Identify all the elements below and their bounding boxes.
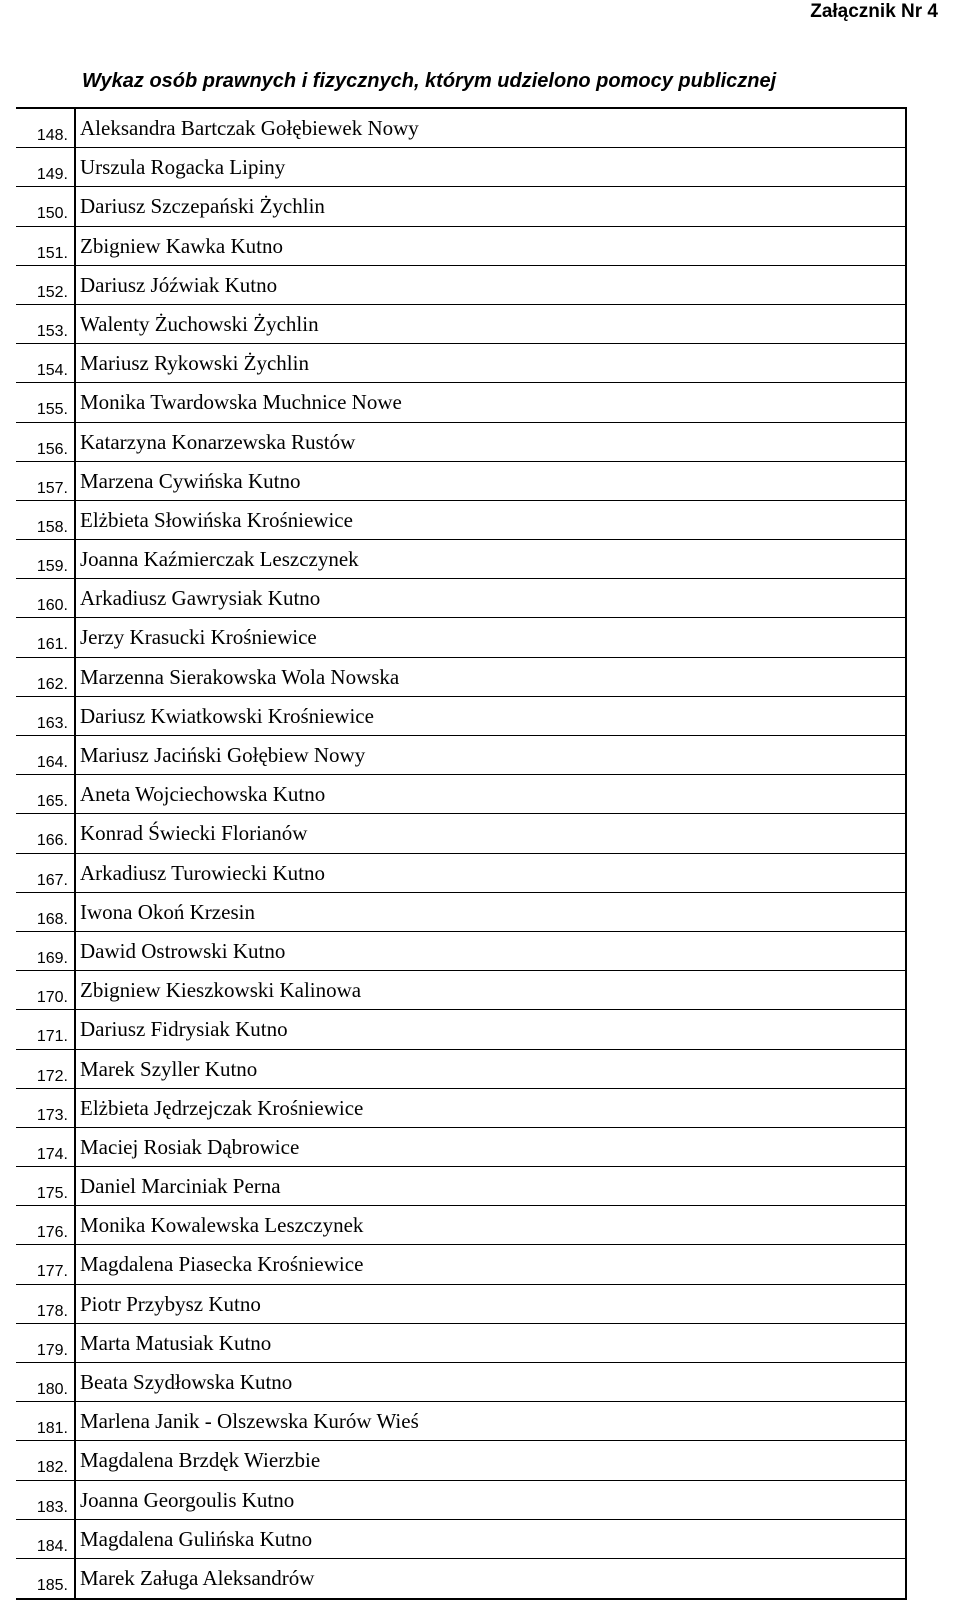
row-number: 152. [36,283,68,301]
recipient-name: Magdalena Piasecka Krośniewice [74,1245,905,1283]
recipient-name: Jerzy Krasucki Krośniewice [74,618,905,656]
row-number: 184. [36,1537,68,1555]
table-row [16,1363,905,1402]
recipient-name: Dariusz Fidrysiak Kutno [74,1010,905,1048]
table-row [16,1324,905,1363]
table-row [16,971,905,1010]
table-row [16,1245,905,1284]
row-number: 163. [36,714,68,732]
recipient-name: Monika Twardowska Muchnice Nowe [74,383,905,421]
row-number: 180. [36,1381,68,1398]
table-row [16,423,905,462]
recipient-name: Mariusz Rykowski Żychlin [74,344,905,382]
row-number: 176. [36,1224,68,1242]
recipient-name: Maciej Rosiak Dąbrowice [74,1128,905,1166]
table-row [16,1128,905,1167]
row-number: 151. [36,244,68,262]
recipient-name: Monika Kowalewska Leszczynek [74,1206,905,1244]
row-number: 181. [36,1420,68,1438]
table-row [16,109,905,148]
row-number: 183. [36,1498,68,1516]
row-number: 150. [36,205,68,223]
row-number: 149. [36,166,68,184]
row-number: 168. [36,910,68,928]
row-number: 182. [36,1459,68,1477]
row-number: 158. [36,518,68,536]
row-number: 159. [36,558,68,576]
table-row [16,1285,905,1324]
row-number: 160. [36,597,68,615]
recipient-name: Dawid Ostrowski Kutno [74,932,905,970]
row-number: 174. [36,1145,68,1163]
table-row [16,1089,905,1128]
row-number: 185. [36,1576,68,1594]
table-row [16,893,905,932]
recipient-name: Aleksandra Bartczak Gołębiewek Nowy [74,109,905,147]
recipient-name: Arkadiusz Turowiecki Kutno [74,854,905,892]
table-row [16,148,905,187]
recipient-name: Dariusz Szczepański Żychlin [74,187,905,225]
recipient-name: Piotr Przybysz Kutno [74,1285,905,1323]
recipient-name: Konrad Świecki Florianów [74,814,905,852]
table-row [16,579,905,618]
row-number: 148. [36,127,68,144]
recipient-name: Marek Załuga Aleksandrów [74,1559,905,1598]
row-number: 155. [36,401,68,419]
table-row [16,462,905,501]
row-number: 177. [36,1263,68,1281]
recipient-name: Aneta Wojciechowska Kutno [74,775,905,813]
row-number: 157. [36,479,68,497]
row-number: 173. [36,1106,68,1124]
table-row [16,383,905,422]
row-number: 164. [36,754,68,771]
row-number: 171. [36,1028,68,1046]
row-number: 161. [36,636,68,654]
recipient-name: Joanna Kaźmierczak Leszczynek [74,540,905,578]
recipient-name: Urszula Rogacka Lipiny [74,148,905,186]
table-row [16,266,905,305]
table-row [16,1050,905,1089]
recipient-name: Magdalena Gulińska Kutno [74,1520,905,1558]
recipient-name: Marlena Janik - Olszewska Kurów Wieś [74,1402,905,1440]
table-row [16,305,905,344]
row-number: 179. [36,1341,68,1359]
table-row [16,187,905,226]
table-row [16,932,905,971]
row-number: 153. [36,322,68,340]
recipient-name: Marek Szyller Kutno [74,1050,905,1088]
recipient-name: Marzenna Sierakowska Wola Nowska [74,658,905,696]
table-row [16,697,905,736]
row-number: 172. [36,1067,68,1085]
recipient-name: Elżbieta Jędrzejczak Krośniewice [74,1089,905,1127]
table-row [16,658,905,697]
table-row [16,344,905,383]
recipient-name: Zbigniew Kawka Kutno [74,227,905,265]
recipient-name: Arkadiusz Gawrysiak Kutno [74,579,905,617]
table-row [16,1167,905,1206]
row-number: 167. [36,871,68,889]
table-row [16,618,905,657]
table-row [16,775,905,814]
recipient-name: Marta Matusiak Kutno [74,1324,905,1362]
recipient-name: Mariusz Jaciński Gołębiew Nowy [74,736,905,774]
row-number: 178. [36,1302,68,1320]
table-row [16,227,905,266]
recipient-name: Walenty Żuchowski Żychlin [74,305,905,343]
table-row [16,1441,905,1480]
recipient-name: Zbigniew Kieszkowski Kalinowa [74,971,905,1009]
row-number: 162. [36,675,68,693]
table-row [16,1402,905,1441]
recipients-table [16,107,907,1600]
row-number: 165. [36,793,68,811]
table-row [16,1520,905,1559]
recipient-name: Joanna Georgoulis Kutno [74,1481,905,1519]
table-row [16,1559,905,1598]
table-row [16,814,905,853]
table-row [16,501,905,540]
recipient-name: Dariusz Kwiatkowski Krośniewice [74,697,905,735]
recipient-name: Dariusz Jóźwiak Kutno [74,266,905,304]
recipient-name: Beata Szydłowska Kutno [74,1363,905,1401]
recipient-name: Elżbieta Słowińska Krośniewice [74,501,905,539]
page-title: Wykaz osób prawnych i fizycznych, którym udzielono pomocy publicznej [82,70,777,92]
table-row [16,854,905,893]
recipient-name: Daniel Marciniak Perna [74,1167,905,1205]
table-row [16,1010,905,1049]
row-number: 175. [36,1185,68,1203]
recipient-name: Marzena Cywińska Kutno [74,462,905,500]
attachment-label: Załącznik Nr 4 [810,1,938,22]
recipient-name: Katarzyna Konarzewska Rustów [74,423,905,461]
row-number: 154. [36,362,68,380]
row-number: 170. [36,989,68,1007]
recipient-name: Iwona Okoń Krzesin [74,893,905,931]
table-row [16,736,905,775]
recipient-name: Magdalena Brzdęk Wierzbie [74,1441,905,1479]
table-row [16,1206,905,1245]
table-row [16,540,905,579]
row-number: 156. [36,440,68,458]
row-number: 169. [36,949,68,967]
table-row [16,1481,905,1520]
row-number: 166. [36,832,68,850]
